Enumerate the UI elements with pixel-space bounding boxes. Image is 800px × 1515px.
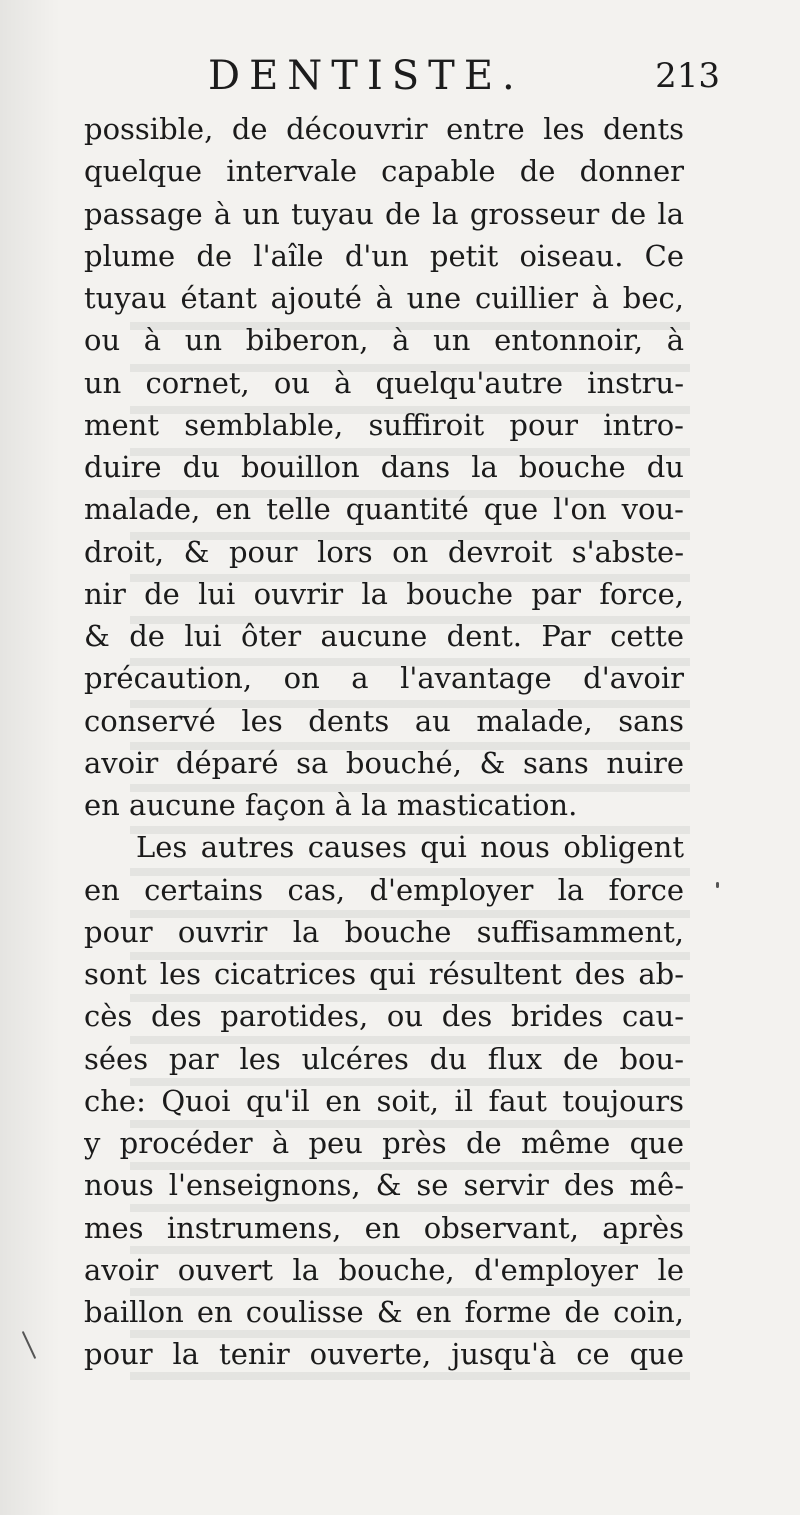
ink-speck: [716, 882, 719, 888]
text-line: conservé les dents au malade, sans: [84, 703, 684, 738]
text-line: ou à un biberon, à un entonnoir, à: [84, 323, 684, 358]
text-line: duire du bouillon dans la bouche du: [84, 450, 684, 484]
text-line: plume de l'aîle d'un petit oiseau. Ce: [84, 238, 684, 273]
page-number: 213: [655, 56, 720, 96]
text-line: malade, en telle quantité que l'on vou-: [84, 492, 684, 527]
text-line: un cornet, ou à quelqu'autre instru-: [84, 365, 684, 400]
text-line: possible, de découvrir entre les dents: [84, 112, 684, 146]
text-line: pour la tenir ouverte, jusqu'à ce que: [84, 1337, 684, 1372]
text-line: avoir déparé sa bouché, & sans nuire: [84, 745, 684, 780]
text-line: précaution, on a l'avantage d'avoir: [84, 661, 684, 696]
text-line: & de lui ôter aucune dent. Par cette: [84, 619, 684, 653]
text-line: y procéder à peu près de même que: [84, 1126, 684, 1160]
text-line: avoir ouvert la bouche, d'employer le: [84, 1252, 684, 1287]
body-text: [84, 108, 684, 1376]
text-line: cès des parotides, ou des brides cau-: [84, 999, 684, 1034]
text-line: en certains cas, d'employer la force: [84, 872, 684, 907]
page-edge-shadow: [0, 0, 60, 1515]
text-line: nous l'enseignons, & se servir des mê-: [84, 1168, 684, 1203]
text-line: passage à un tuyau de la grosseur de la: [84, 196, 684, 231]
text-line: sées par les ulcéres du flux de bou-: [84, 1041, 684, 1076]
text-line: che: Quoi qu'il en soit, il faut toujours: [84, 1083, 684, 1118]
page-header: [80, 48, 720, 104]
text-line: en aucune façon à la mastication.: [84, 788, 578, 822]
text-line: droit, & pour lors on devroit s'abste-: [84, 534, 684, 569]
text-line: Les autres causes qui nous obligent: [136, 830, 684, 865]
text-line: tuyau étant ajouté à une cuillier à bec,: [84, 281, 684, 315]
text-line: pour ouvrir la bouche suffisamment,: [84, 914, 684, 949]
text-line: baillon en coulisse & en forme de coin,: [84, 1295, 684, 1329]
text-line: ment semblable, suffiroit pour intro-: [84, 407, 684, 442]
text-line: quelque intervale capable de donner: [84, 154, 684, 189]
text-line: sont les cicatrices qui résultent des ab-: [84, 957, 684, 991]
running-head: DENTISTE.: [208, 53, 524, 99]
text-line: nir de lui ouvrir la bouche par force,: [84, 576, 684, 611]
text-line: mes instrumens, en observant, après: [84, 1210, 684, 1245]
